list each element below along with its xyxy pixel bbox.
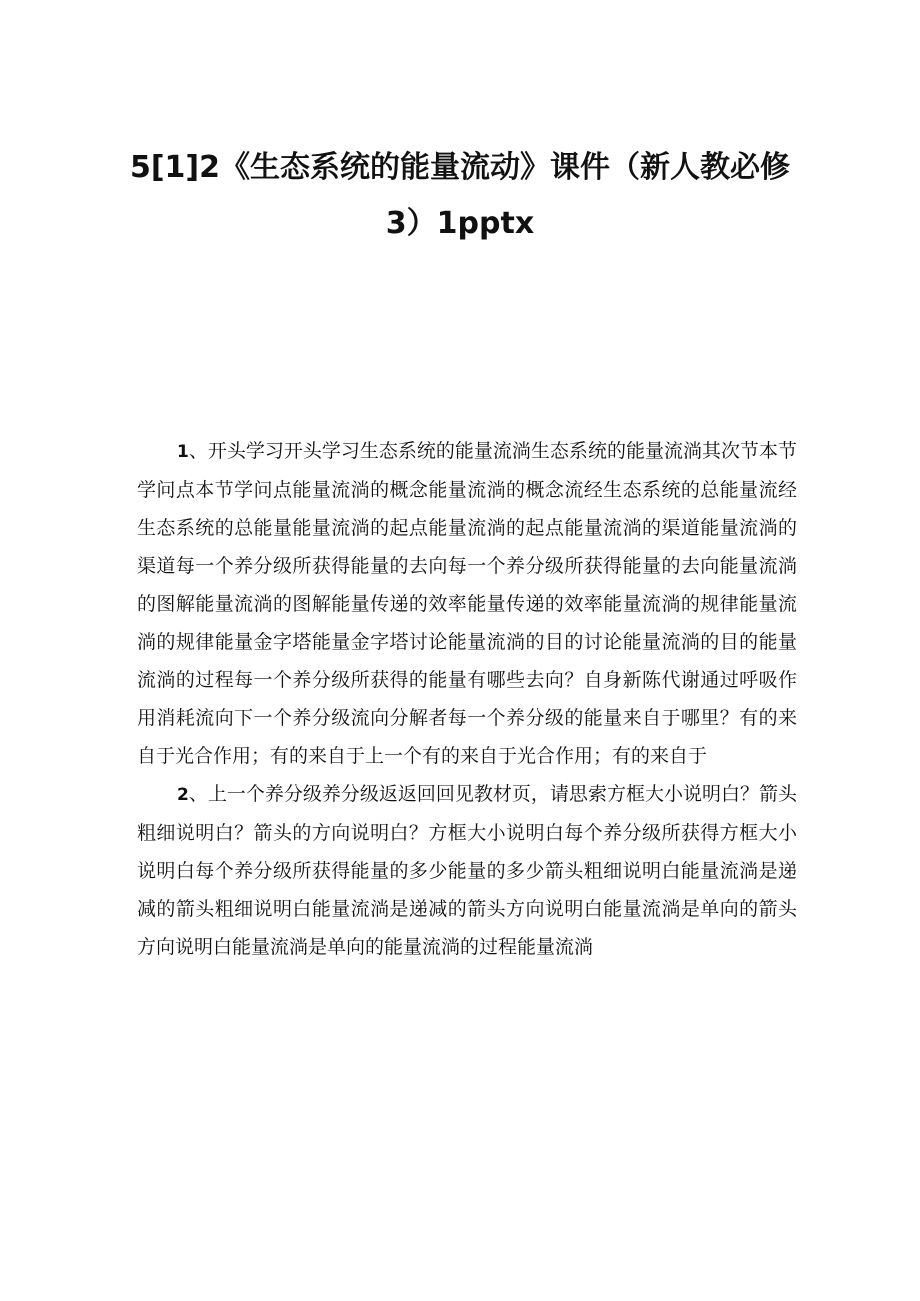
document-title: 5[1]2《生态系统的能量流动》课件（新人教必修3）1pptx (129, 150, 791, 241)
paragraph-text: 开头学习开头学习生态系统的能量流淌生态系统的能量流淌其次节本节学问点本节学问点能量流淌的概念能量流淌的概念流经生态系统的总能量流经生态系统的总能量能量流淌的起点能量流淌的起点能量流淌的渠道能量流淌的渠道每一个养分级所获得能量的去向每一个养分级所获得能量的去向能量流淌的图解能量流淌的图解能量传递的效率能量传递的效率能量流淌的规律能量流淌的规律能量金字塔能量金字塔讨论能量流淌的目的讨论能量流淌的目的能量流淌的过程每一个养分级所获得的能量有哪些去向？自身新陈代谢通过呼吸作用消耗流向下一个养分级流向分解者每一个养分级的能量来自于哪里？有的来自于光合作用；有的来自于上一个有的来自于光合作用；有的来自于 (137, 440, 797, 767)
paragraph-separator: 、 (188, 783, 208, 805)
document-body (137, 432, 797, 966)
paragraph-1 (137, 432, 797, 775)
paragraph-separator: 、 (188, 440, 208, 462)
paragraph-text: 上一个养分级养分级返返回回见教材页，请思索方框大小说明白？箭头粗细说明白？箭头的方向说明白？方框大小说明白每个养分级所获得方框大小说明白每个养分级所获得能量的多少能量的多少箭头粗细说明白能量流淌是递减的箭头粗细说明白能量流淌是递减的箭头方向说明白能量流淌是单向的箭头方向说明白能量流淌是单向的能量流淌的过程能量流淌 (137, 783, 797, 958)
paragraph-2 (137, 775, 797, 966)
paragraph-number: 1 (177, 442, 189, 462)
paragraph-number: 2 (177, 785, 189, 805)
